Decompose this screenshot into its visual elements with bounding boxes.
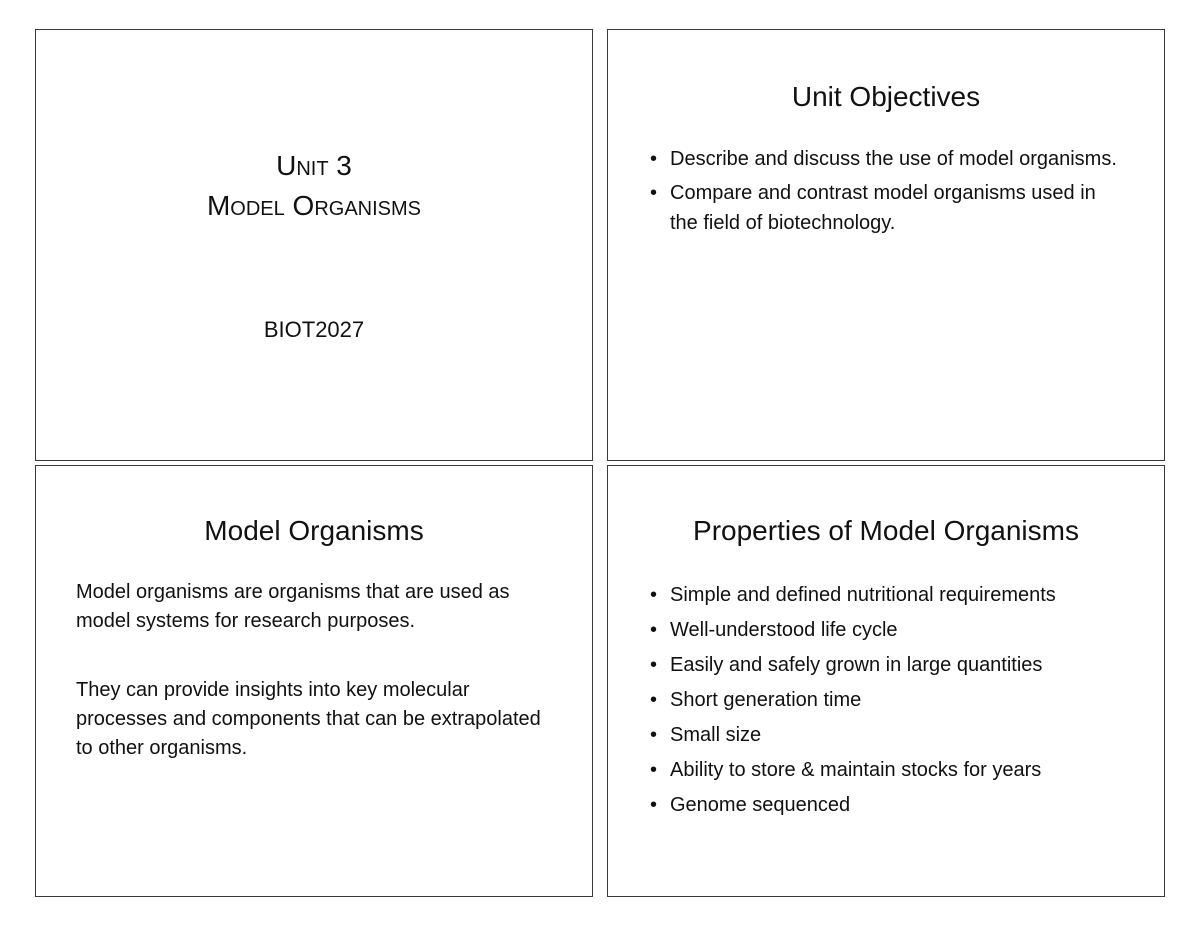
- slide-unit-objectives: [607, 29, 1165, 461]
- slide-heading: Properties of Model Organisms: [693, 515, 1079, 546]
- list-item: • Compare and contrast model organisms used in the field of biotechnology.: [648, 178, 1124, 238]
- unit-name: Model Organisms: [206, 190, 422, 221]
- list-item: • Genome sequenced: [648, 788, 1144, 823]
- list-item: • Well-understood life cycle: [648, 613, 1144, 648]
- slide-heading: Unit Objectives: [791, 81, 981, 112]
- insight-paragraph: They can provide insights into key molecular processes and components that can be extrapolated to other organisms.: [76, 679, 541, 759]
- list-item: • Small size: [648, 718, 1144, 753]
- slide-model-organisms: [35, 465, 593, 897]
- list-item: • Describe and discuss the use of model organisms.: [648, 144, 1124, 174]
- slide-title-page: [35, 29, 593, 461]
- definition-paragraph: Model organisms are organisms that are used as model systems for research purposes.: [76, 581, 510, 632]
- slide-heading: Model Organisms: [204, 515, 424, 546]
- unit-title: [36, 146, 592, 226]
- properties-list: [648, 578, 1144, 823]
- list-item: • Easily and safely grown in large quantities: [648, 648, 1144, 683]
- slide-properties: [607, 465, 1165, 897]
- unit-number: Unit 3: [276, 150, 352, 181]
- course-code: BIOT2027: [263, 317, 365, 342]
- objectives-list: [648, 144, 1124, 242]
- list-item: • Simple and defined nutritional requirements: [648, 578, 1144, 613]
- list-item: • Short generation time: [648, 683, 1144, 718]
- list-item: • Ability to store & maintain stocks for years: [648, 753, 1144, 788]
